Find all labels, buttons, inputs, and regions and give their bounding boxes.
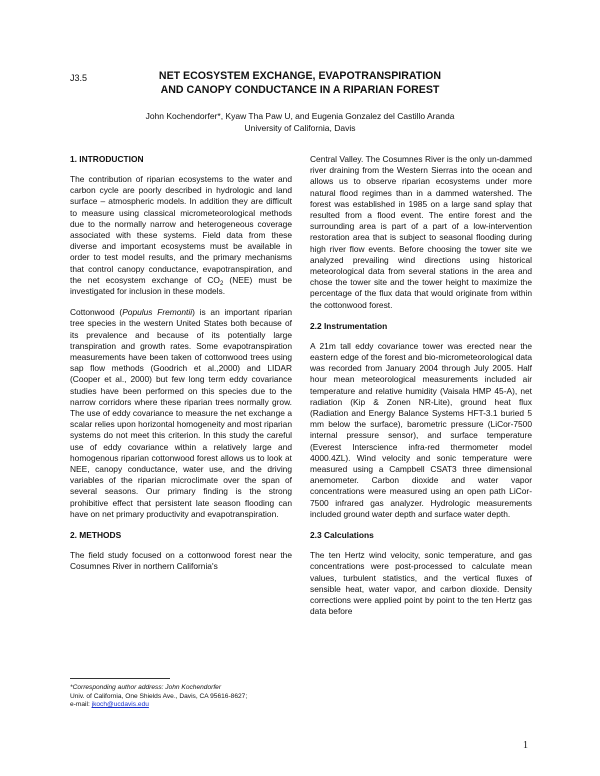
intro-paragraph-2: Cottonwood (Populus Fremontii) is an important riparian tree species in the western United States both because of its prevalence and because of its potentially large transpiration and growth rates. Some evapotranspiration measurements have been taken of cottonwood trees using sap flow methods (Goodrich et al.,2000) and LIDAR (Cooper et al., 2000) but few long term eddy covariance studies have been performed on this species due to the narrow corridors where these riparian trees normally grow. The use of eddy covariance to measure the net exchange a scalar relies upon horizontal homogeneity and most riparian systems do not meet this criterion. In this study the careful use of eddy covariance within a relatively large and homogenous riparian cottonwood forest allows us to look at NEE, canopy conductance, water use, and the driving variables of the riparian microclimate over the span of several seasons. Our primary finding is the strong prohibitive effect that persistent late season flooding can have on net primary productivity and evapotranspiration. [70,307,293,519]
paper-id: J3.5 [70,73,88,83]
methods-paragraph-continued: Central Valley. The Cosumnes River is the only un-dammed river draining from the Western Sierras into the ocean and allows us to observe riparian ecosystems under more natural flood regimes than in a dammed watershed. The forest was established in 1985 on a large sand splay that resulted from a flood event. The entire forest and the surrounding area is part of a part of a low-intervention restoration area that is subject to seasonal flooding during high river flow events. Before choosing the tower site we analyzed prevailing wind directions using historical meteorological data from several stations in the area and chose the tower site and the tower height to maximize the percentage of the flux data that would originate from within the cottonwood forest. [310,154,532,310]
affiliation: University of California, Davis [244,123,356,133]
intro-heading: 1. INTRODUCTION [70,154,144,164]
authors: John Kochendorfer*, Kyaw Tha Paw U, and Eugenia Gonzalez del Castillo Aranda [145,111,455,121]
calculations-paragraph: The ten Hertz wind velocity, sonic temperature, and gas concentrations were post-processed to calculate mean values, turbulent statistics, and the vertical fluxes of sensible heat, water vapor, and carbon dioxide. Density corrections were applied point by point to the ten Hertz gas data before [310,550,532,617]
left-column [70,154,292,573]
methods-heading: 2. METHODS [70,530,122,541]
title-line-2: AND CANOPY CONDUCTANCE IN A RIPARIAN FOREST [160,84,440,96]
author-block [60,110,540,134]
title-line-1: NET ECOSYSTEM EXCHANGE, EVAPOTRANSPIRATION [158,70,442,82]
species-name: Populus Fremontii [122,307,193,318]
instrumentation-paragraph: A 21m tall eddy covariance tower was erected near the eastern edge of the forest and bio-micrometeorological data was recorded from January 2004 through July 2005. Half hour mean meteorological measurements included air temperature and relative humidity (Vaisala HMP 45-A), net radiation (Kip & Zonen NR-Lite), ground heat flux (Radiation and Energy Balance Systems HFT-3.1 buried 5 mm below the surface), barometric pressure (LiCor-7500 internal pressure sensor), and surface temperature (Everest Interscience infra-red thermometer model 4000.4ZL). Wind velocity and sonic temperature were measured using a Campbell CSAT3 three dimensional anemometer. Carbon dioxide and water vapor concentrations were measured using an open path LiCor-7500 infrared gas analyzer. Hydrologic measurements included ground water depth and surface water depth. [310,340,532,519]
intro-paragraph-1: The contribution of riparian ecosystems to the water and carbon cycle are poorly described in hydrologic and land surface – atmospheric models. In addition they are difficult to measure using classical micrometeorological methods due to the normally narrow and heterogeneous coverage associated with these systems. Field data from these diverse and important ecosystems must be available in order to test model results, and the primary mechanisms that control canopy conductance, evapotranspiration, and the net ecosystem exchange of $CO_2$ (NEE) must be investigated for inclusion in these models. [70,174,292,297]
footnote [70,684,300,710]
footnote-line-2: Univ. of California, One Shields Ave., Davis, CA 95616-8627; [70,692,248,700]
calculations-heading: 2.3 Calculations [310,530,374,541]
email-link[interactable]: jkoch@ucdavis.edu [91,701,149,709]
paper-title [60,69,540,97]
right-column [310,154,532,627]
methods-paragraph: The field study focused on a cottonwood forest near the Cosumnes River in northern California's [70,550,292,572]
footnote-line-1: *Corresponding author address: John Kochendorfer [70,684,222,691]
footnote-line-3: e-mail: jkoch@ucdavis.edu [70,701,149,709]
page-number: 1 [523,740,528,751]
instrumentation-heading: 2.2 Instrumentation [310,320,388,331]
footnote-divider [70,678,170,679]
